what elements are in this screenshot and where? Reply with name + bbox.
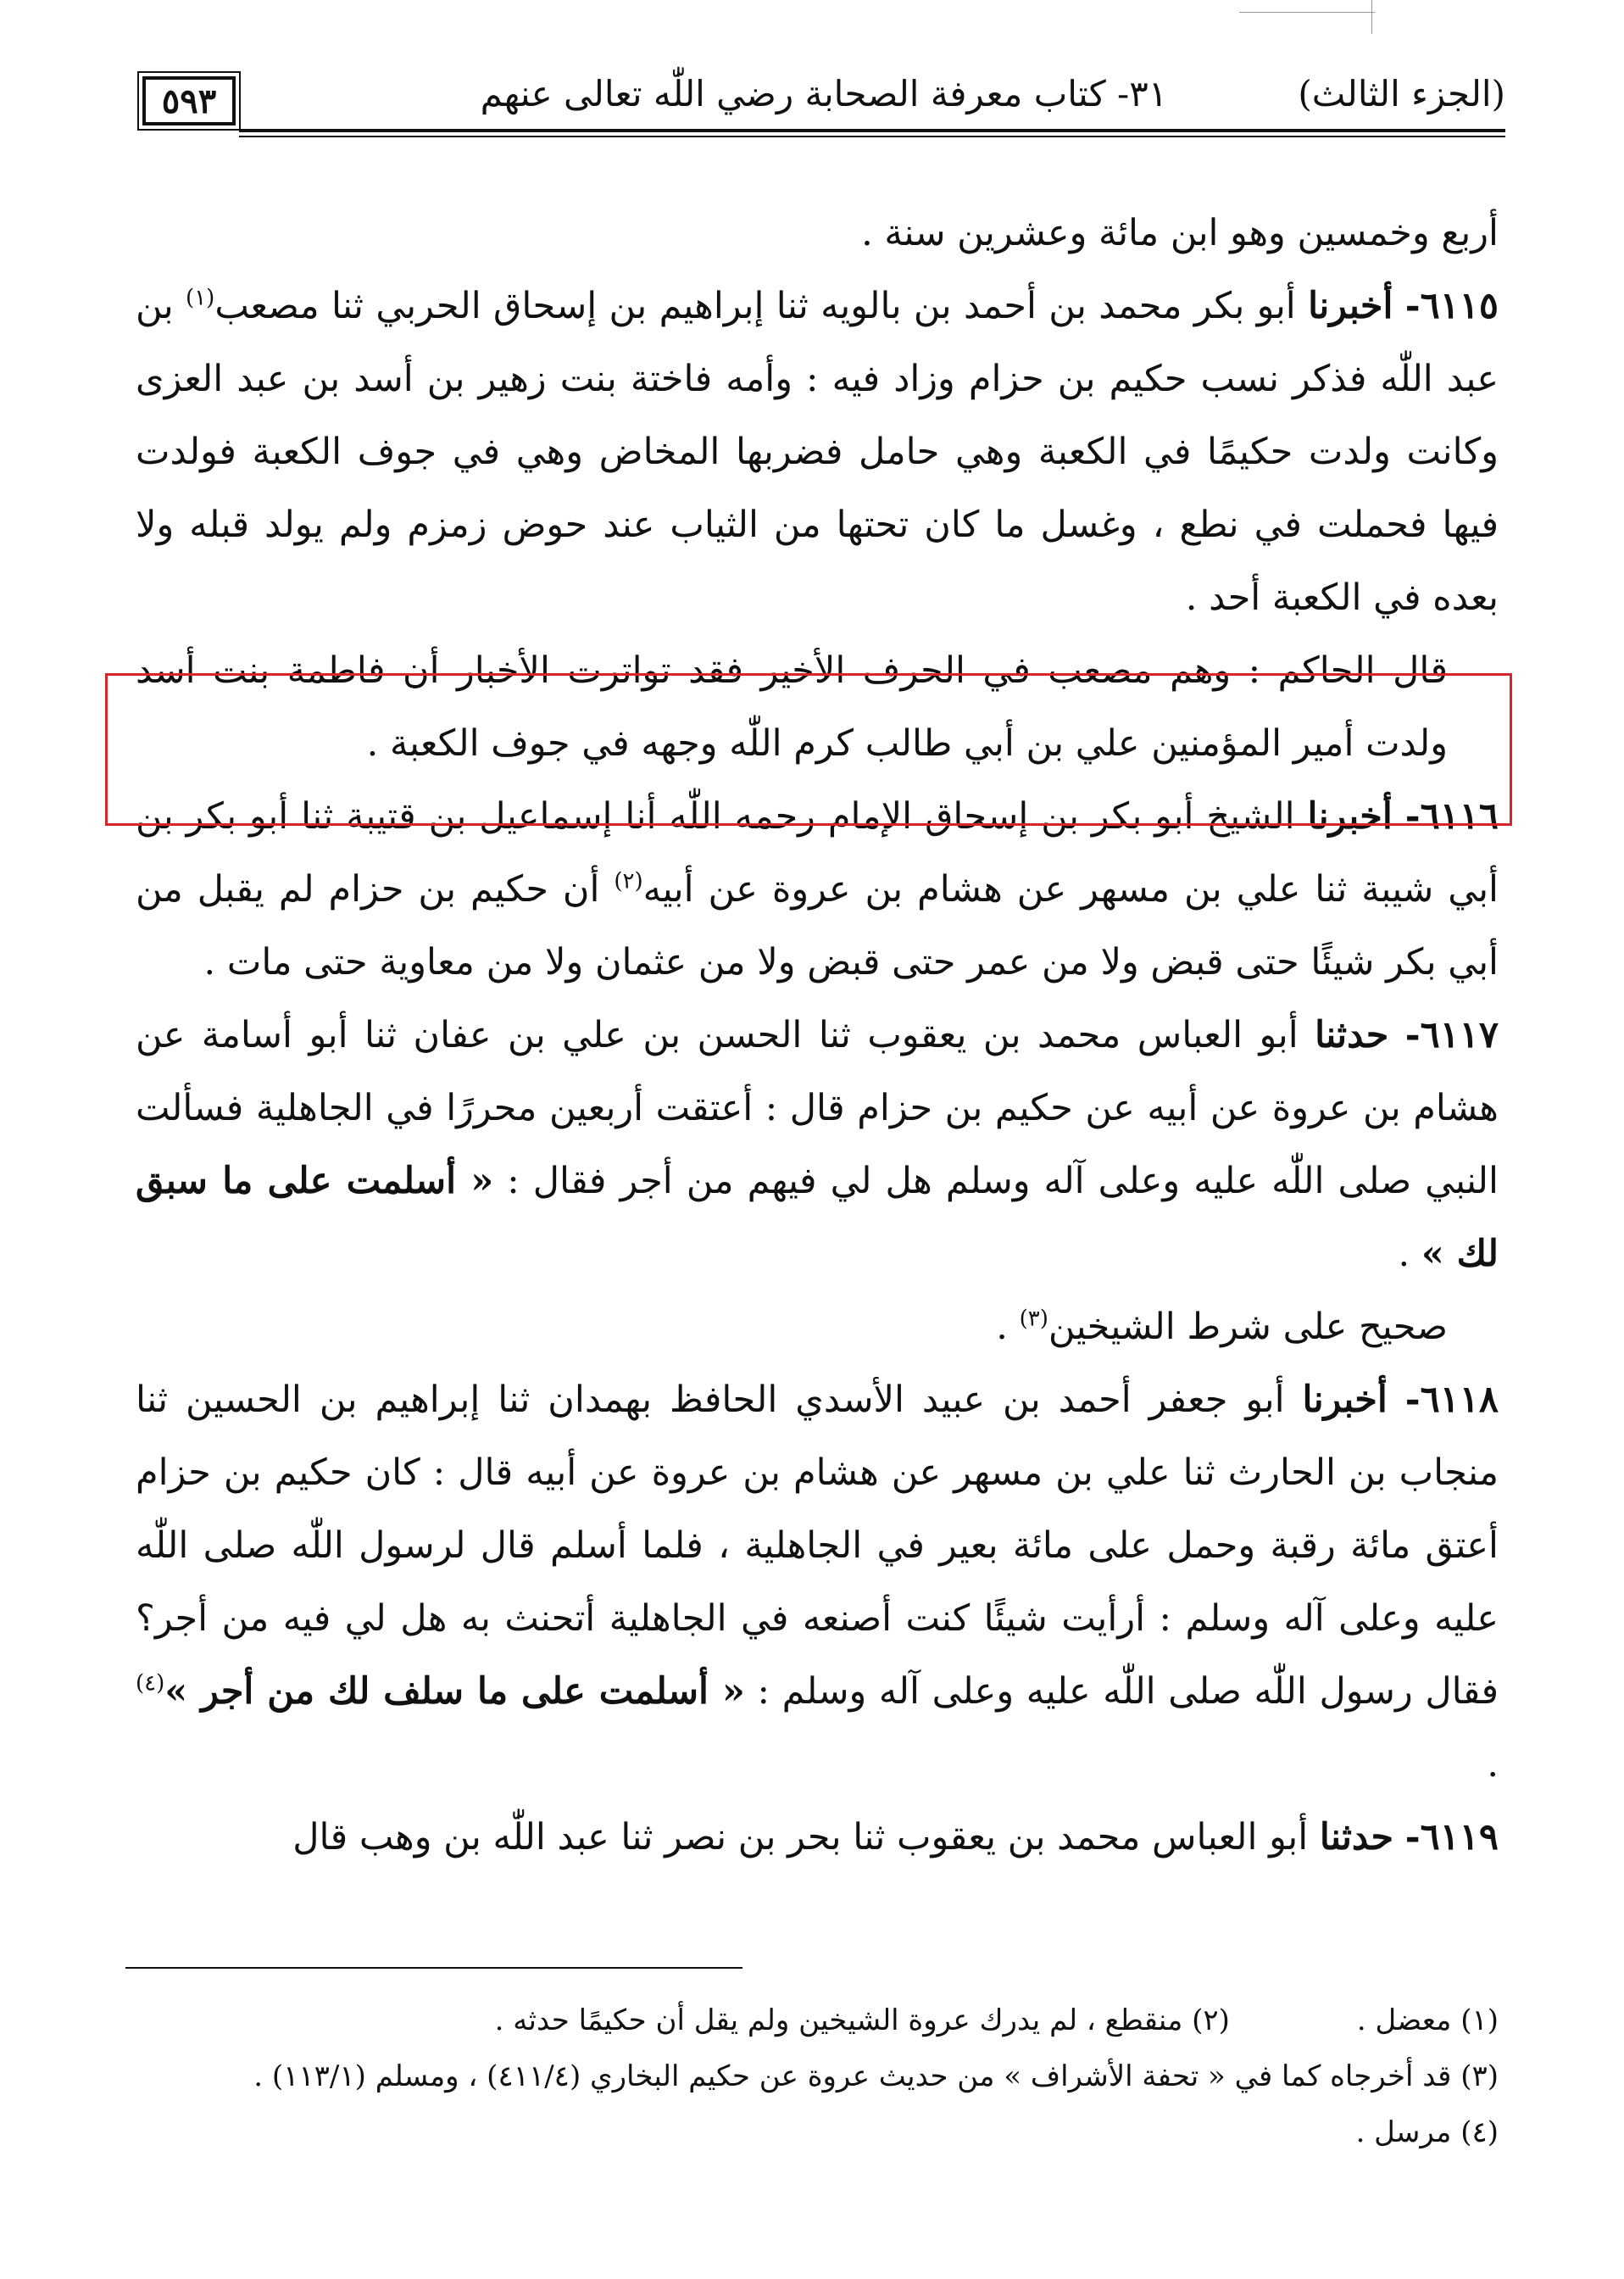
- chapter-title: ٣١- كتاب معرفة الصحابة رضي اللّٰه تعالى عنهم: [480, 73, 1168, 114]
- footnote-row: [125, 2048, 1499, 2104]
- footnotes: [125, 1992, 1499, 2160]
- footnote-ref-2: (٢): [614, 868, 643, 894]
- hadith-lead: أخبرنا: [1308, 285, 1393, 327]
- hadith-text: الشيخ أبو بكر بن إسحاق الإمام رحمه اللّٰه أنا إسماعيل بن قتيبة ثنا أبو بكر بن أبي شيبة ثنا علي بن مسهر عن هشام بن عروة عن أبيه: [136, 795, 1499, 911]
- hadith-number: ٦١١٩-: [1404, 1816, 1499, 1858]
- footnote-rule: [125, 1967, 742, 1969]
- hadith-number: ٦١١٦-: [1404, 795, 1499, 838]
- hadith-text: أبو العباس محمد بن يعقوب ثنا بحر بن نصر ثنا عبد اللّٰه بن وهب قال: [292, 1816, 1320, 1858]
- corner-rule: [1239, 12, 1375, 13]
- main-text: [136, 197, 1499, 1874]
- hadith-end: .: [1398, 1233, 1421, 1275]
- footnote-row: [125, 1992, 1499, 2048]
- hadith-6115: [136, 270, 1499, 634]
- hadith-lead: أخبرنا: [1307, 795, 1393, 838]
- comment-text: قال الحاكم : وهم مصعب في الحرف الأخير فقد تواترت الأخبار أن فاطمة بنت أسد ولدت أمير المؤمنين علي بن أبي طالب كرم اللّٰه وجهه في جوف الكعبة .: [136, 649, 1448, 765]
- hadith-6119: [136, 1801, 1499, 1874]
- footnote-ref-3: (٣): [1019, 1306, 1048, 1332]
- hadith-text-cont: بن عبد اللّٰه فذكر نسب حكيم بن حزام وزاد فيه : وأمه فاختة بنت زهير بن أسد بن عبد العزى وكانت ولدت حكيمًا في الكعبة وهي حامل فضربها المخاض وهي في جوف الكعبة فولدت فيها فحملت في نطع ، وغسل ما كان تحتها من الثياب عند حوض زمزم ولم يولد قبله ولا بعده في الكعبة أحد .: [136, 285, 1499, 619]
- hadith-end: .: [1487, 1743, 1499, 1786]
- grading-end: .: [996, 1306, 1020, 1348]
- margin-line: [1371, 0, 1372, 34]
- paragraph-continuation: [136, 197, 1499, 270]
- hadith-6118: [136, 1363, 1499, 1801]
- hadith-lead: حدثنا: [1319, 1816, 1394, 1858]
- hadith-number: ٦١١٨-: [1404, 1379, 1499, 1421]
- hadith-text: أبو بكر محمد بن أحمد بن بالويه ثنا إبراهيم بن إسحاق الحربي ثنا مصعب: [214, 285, 1309, 327]
- footnote-1: (١) معضل .: [1356, 2003, 1499, 2037]
- hadith-text-cont: أن حكيم بن حزام لم يقبل من أبي بكر شيئًا حتى قبض ولا من عمر حتى قبض ولا من عثمان ولا من معاوية حتى مات .: [136, 868, 1499, 983]
- hadith-6117: [136, 999, 1499, 1290]
- footnote-row: [125, 2104, 1499, 2160]
- volume-label: (الجزء الثالث): [1298, 73, 1505, 114]
- footnote-3: (٣) قد أخرجاه كما في « تحفة الأشراف » من حديث عروة عن حكيم البخاري (٤١١/٤) ، ومسلم (١١٣/١) .: [253, 2059, 1499, 2093]
- hadith-number: ٦١١٧-: [1404, 1014, 1499, 1056]
- header-rule: [239, 129, 1505, 132]
- prophetic-quote: « أسلمت على ما سلف لك من أجر »: [164, 1670, 745, 1713]
- footnote-4: (٤) مرسل .: [1355, 2115, 1499, 2149]
- hadith-lead: حدثنا: [1315, 1014, 1389, 1056]
- hadith-text: أبو جعفر أحمد بن عبيد الأسدي الحافظ بهمدان ثنا إبراهيم بن الحسين ثنا منجاب بن الحارث ثنا علي بن مسهر عن هشام بن عروة عن أبيه قال : كان حكيم بن حزام أعتق مائة رقبة وحمل على مائة بعير في الجاهلية ، فلما أسلم قال لرسول اللّٰه صلى اللّٰه عليه وعلى آله وسلم : أرأيت شيئًا كنت أصنعه في الجاهلية أتحنث به هل لي فيه من أجر؟ فقال رسول اللّٰه صلى اللّٰه عليه وعلى آله وسلم :: [136, 1379, 1499, 1713]
- hadith-text: أبو العباس محمد بن يعقوب ثنا الحسن بن علي بن عفان ثنا أبو أسامة عن هشام بن عروة عن أبيه عن حكيم بن حزام قال : أعتقت أربعين محررًا في الجاهلية فسألت النبي صلى اللّٰه عليه وعلى آله وسلم هل لي فيهم من أجر فقال :: [136, 1014, 1499, 1202]
- hadith-lead: أخبرنا: [1302, 1379, 1388, 1421]
- header-rule-thin: [239, 136, 1505, 137]
- highlight-annotation-box: [105, 673, 1512, 826]
- page-header: [142, 59, 1505, 136]
- page-number: ٥٩٣: [142, 76, 236, 125]
- hadith-number: ٦١١٥-: [1404, 285, 1499, 327]
- grading-text: صحيح على شرط الشيخين: [1048, 1306, 1448, 1348]
- prophetic-quote: « أسلمت على ما سبق لك »: [136, 1160, 1499, 1275]
- footnote-2: (٢) منقطع ، لم يدرك عروة الشيخين ولم يقل أن حكيمًا حدثه .: [494, 2003, 1230, 2037]
- paragraph-text: أربع وخمسين وهو ابن مائة وعشرين سنة .: [861, 212, 1499, 254]
- footnote-ref-1: (١): [186, 285, 215, 311]
- grading-note: [136, 1290, 1499, 1363]
- footnote-ref-4: (٤): [136, 1670, 165, 1697]
